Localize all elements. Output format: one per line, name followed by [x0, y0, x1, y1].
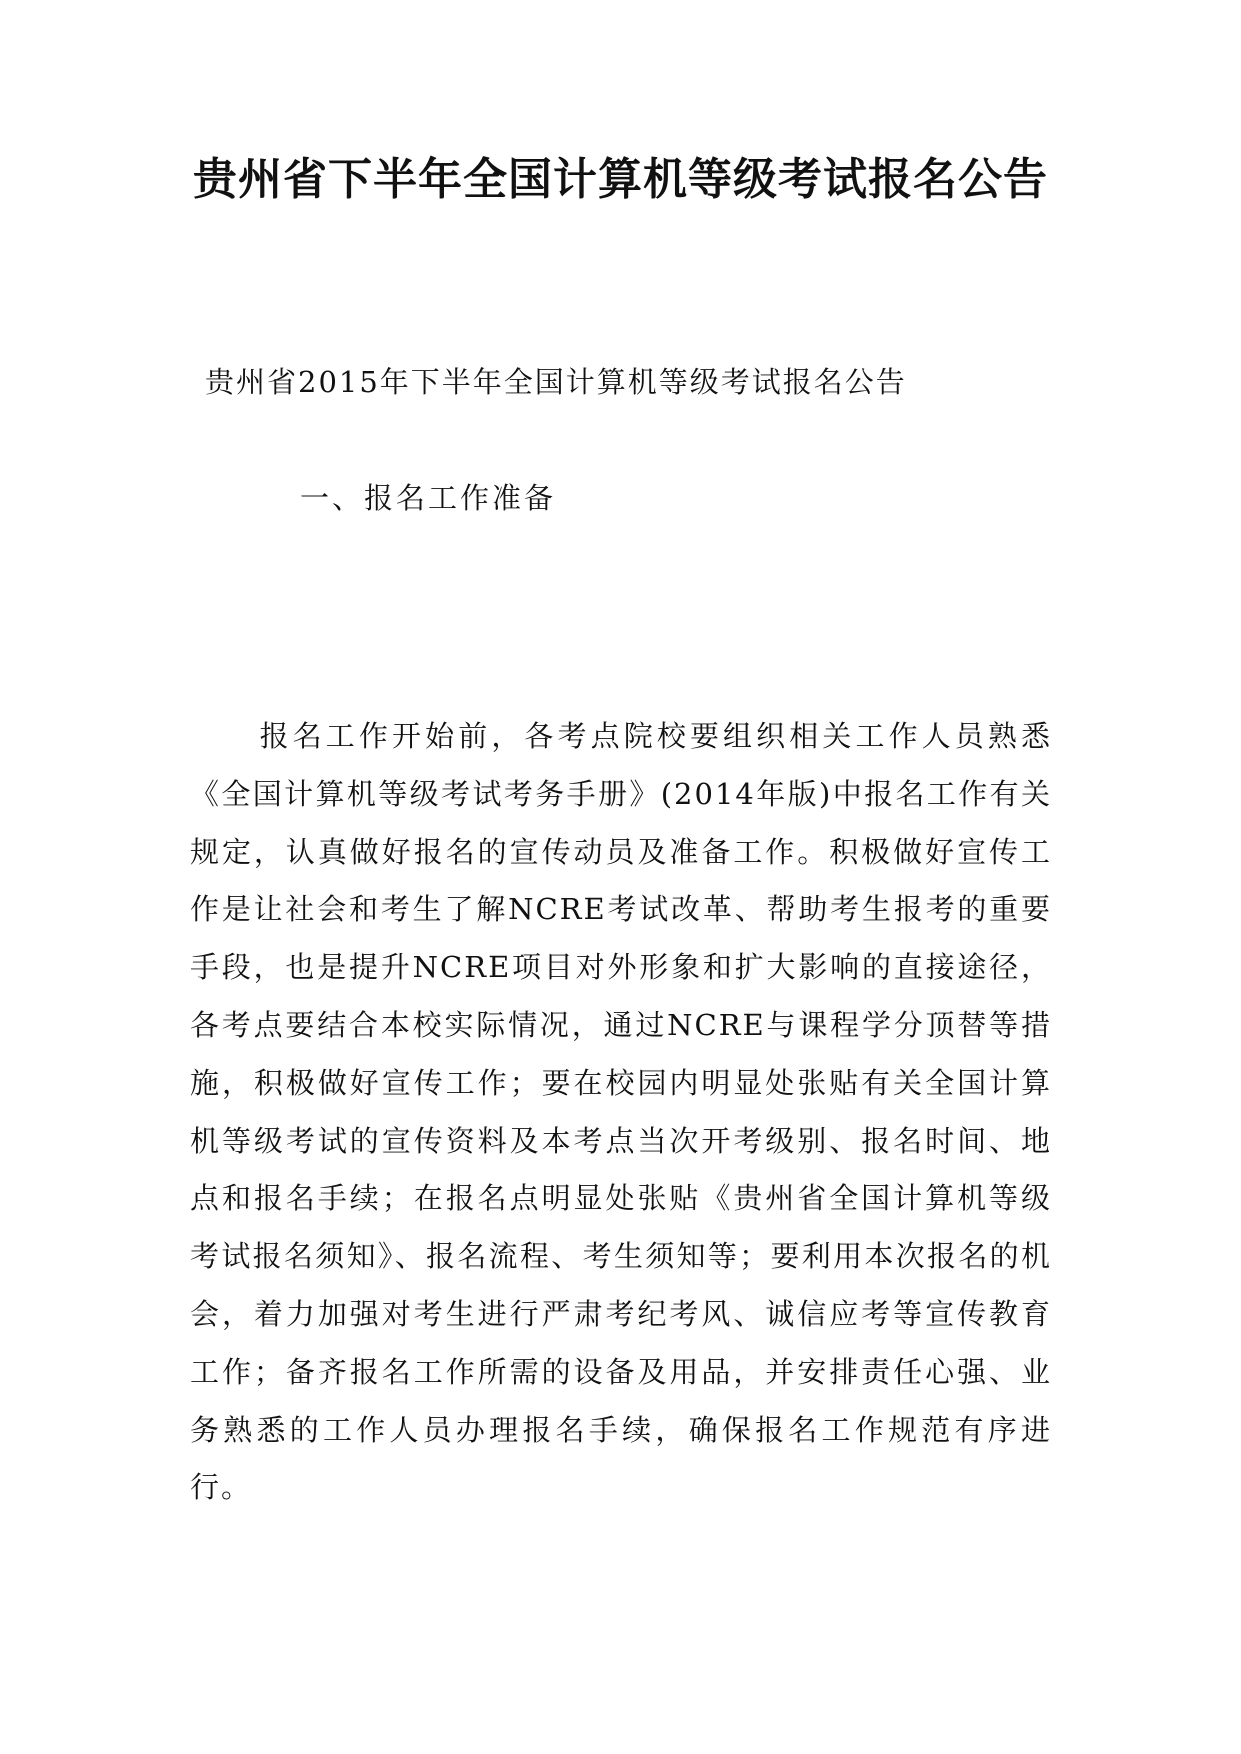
document-title: 贵州省下半年全国计算机等级考试报名公告: [193, 154, 1048, 205]
section-heading: 一、报名工作准备: [300, 481, 557, 515]
body-paragraph: 报名工作开始前，各考点院校要组织相关工作人员熟悉《全国计算机等级考试考务手册》(2014年版)中报名工作有关规定，认真做好报名的宣传动员及准备工作。积极做好宣传工作是让社会和考生了解NCRE考试改革、帮助考生报考的重要手段，也是提升NCRE项目对外形象和扩大影响的直接途径，各考点要结合本校实际情况，通过NCRE与课程学分顶替等措施，积极做好宣传工作；要在校园内明显处张贴有关全国计算机等级考试的宣传资料及本考点当次开考级别、报名时间、地点和报名手续；在报名点明显处张贴《贵州省全国计算机等级考试报名须知》、报名流程、考生须知等；要利用本次报名的机会，着力加强对考生进行严肃考纪考风、诚信应考等宣传教育工作；备齐报名工作所需的设备及用品，并安排责任心强、业务熟悉的工作人员办理报名手续，确保报名工作规范有序进行。: [190, 719, 1052, 1505]
document-subtitle: 贵州省2015年下半年全国计算机等级考试报名公告: [205, 365, 907, 399]
